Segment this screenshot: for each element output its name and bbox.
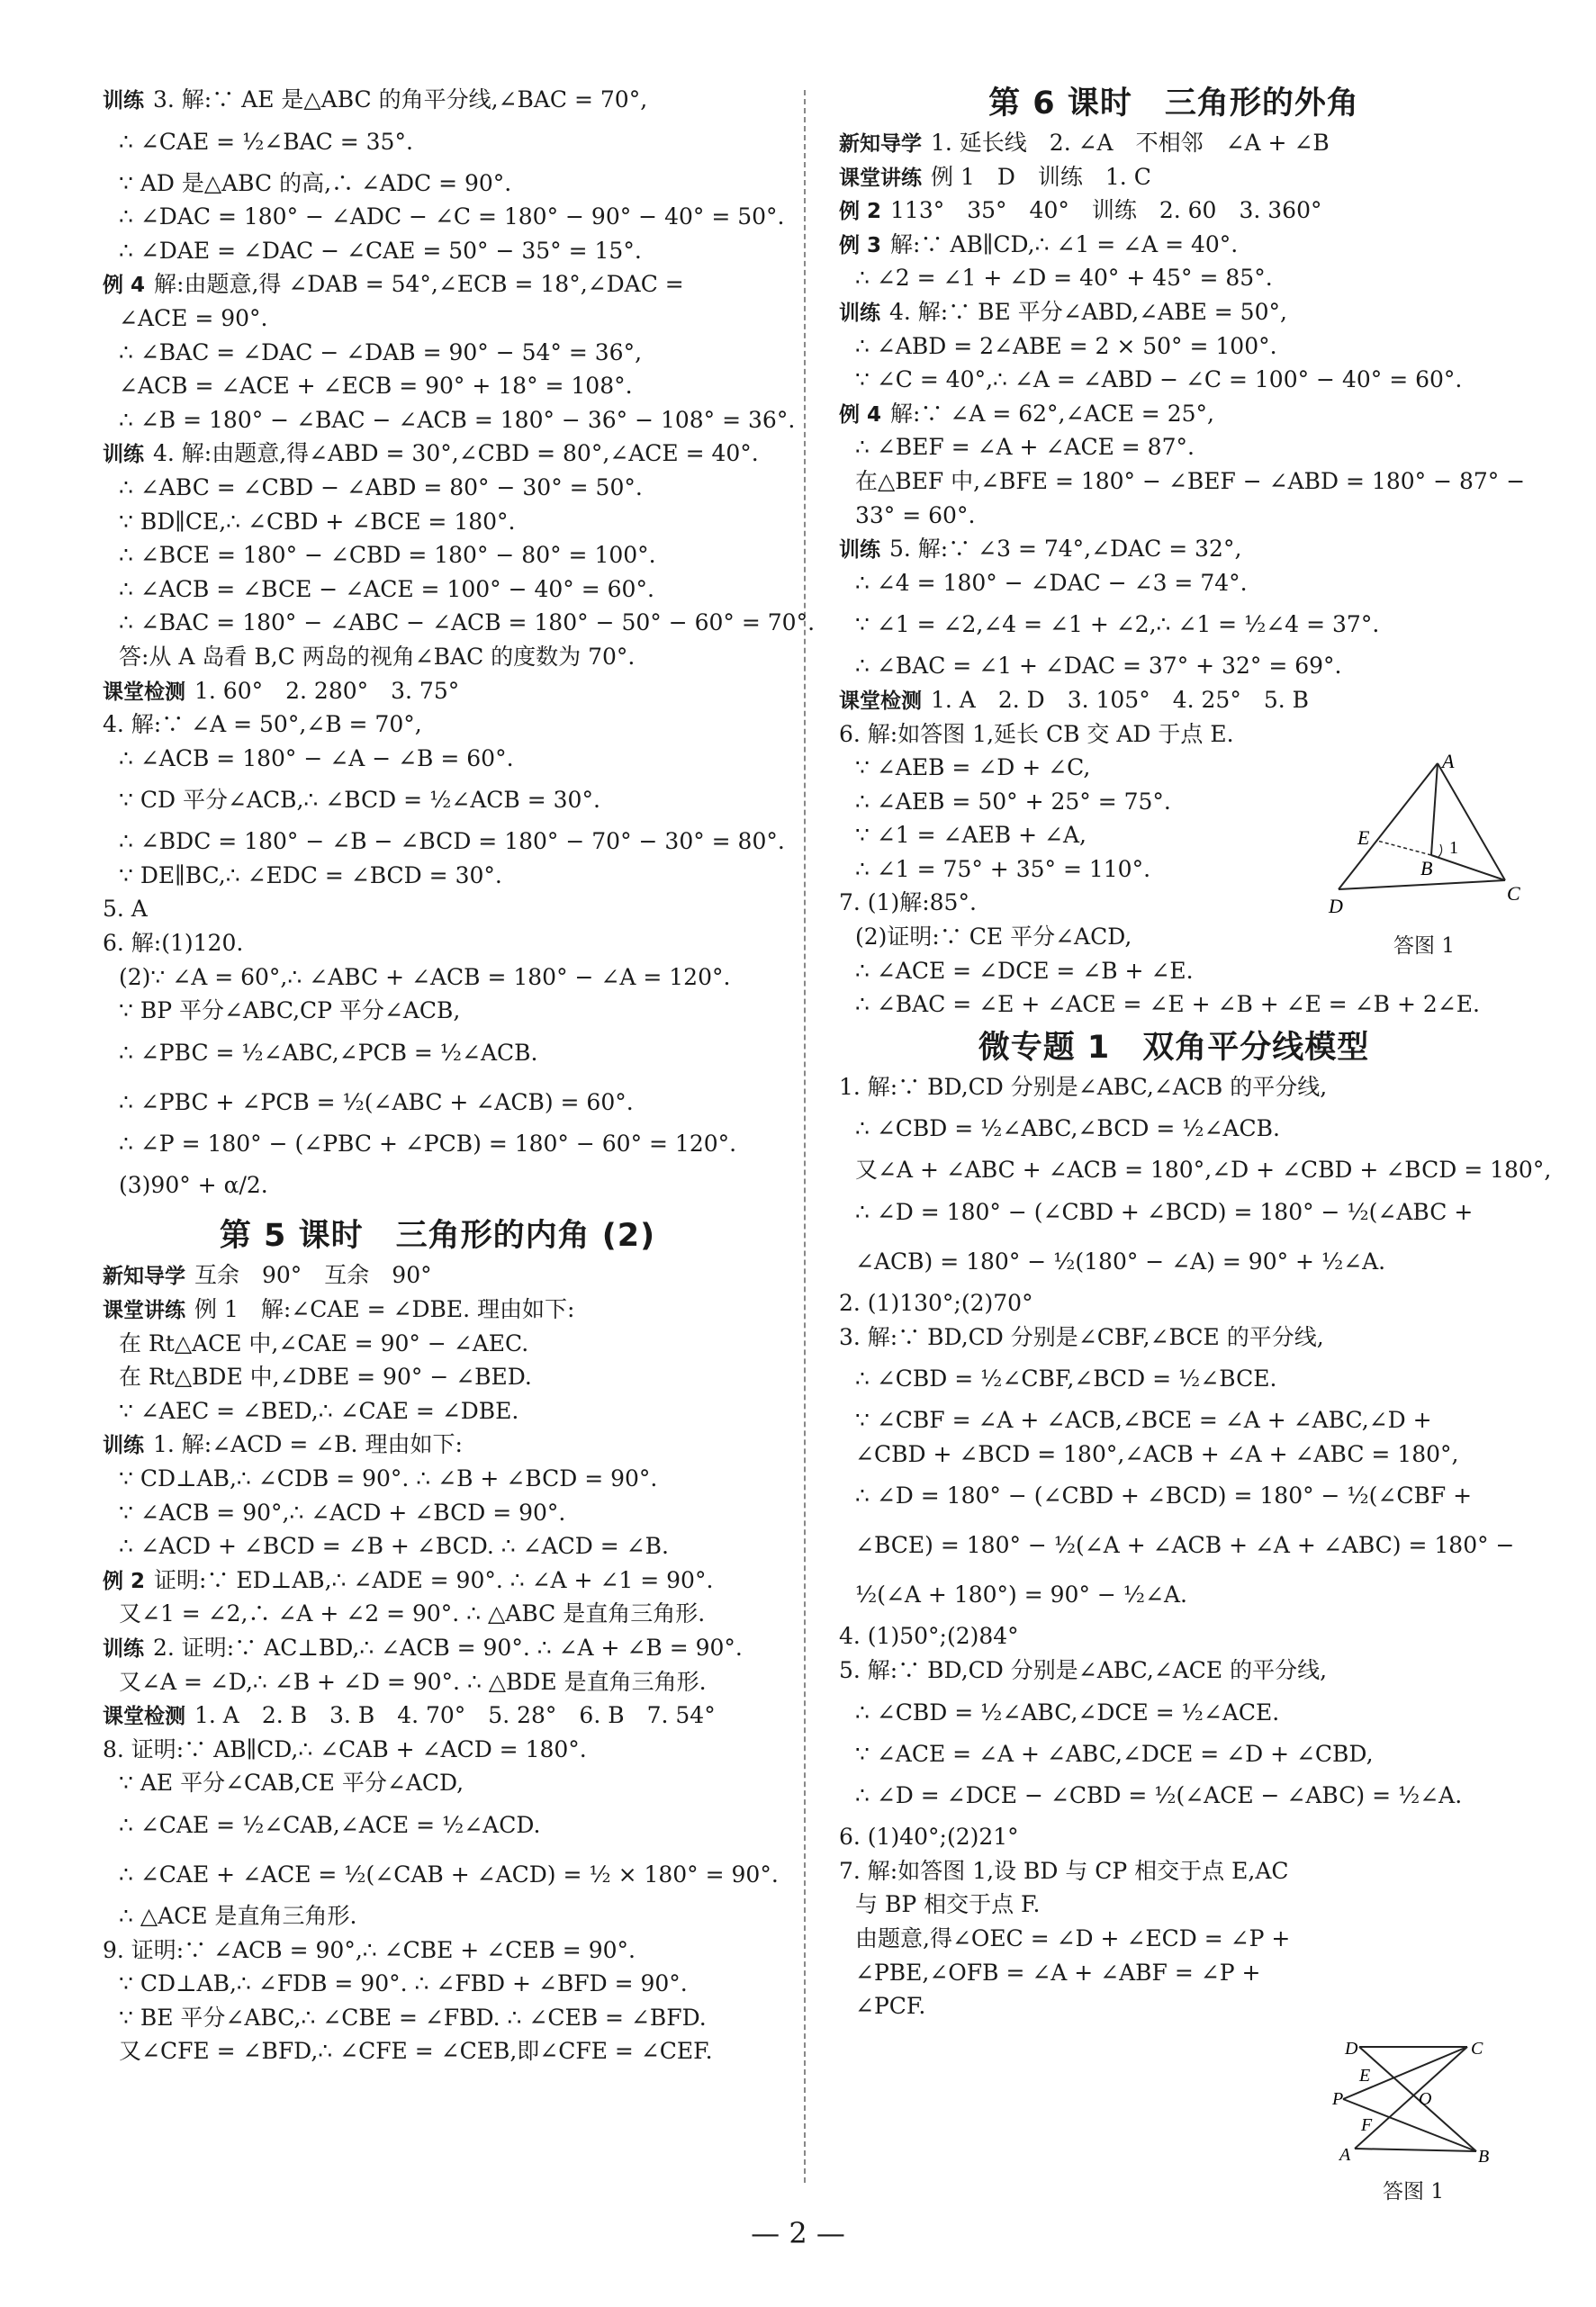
fig1-label-A: A bbox=[1442, 754, 1455, 772]
text-line bbox=[95, 2001, 780, 2035]
text-line bbox=[95, 859, 780, 893]
line-text: ∴ ∠BDC = 180° − ∠B − ∠BCD = 180° − 70° − 30° = 80°. bbox=[119, 828, 785, 855]
text-line bbox=[95, 960, 780, 995]
line-text: 1. 60° 2. 280° 3. 75° bbox=[194, 677, 460, 704]
text-line bbox=[95, 1850, 780, 1899]
section-label: 训练 bbox=[103, 89, 144, 113]
text-line bbox=[95, 1631, 780, 1665]
left-column bbox=[95, 83, 816, 2068]
line-text: ∠PBE,∠OFB = ∠A + ∠ABF = ∠P + bbox=[855, 1959, 1261, 1986]
text-line bbox=[832, 1854, 1516, 1888]
section-label: 新知导学 bbox=[839, 132, 922, 156]
line-text: 1. 解:∠ACD = ∠B. 理由如下: bbox=[153, 1431, 463, 1458]
text-line bbox=[832, 1888, 1516, 1922]
text-line bbox=[95, 369, 780, 403]
section-label: 训练 bbox=[839, 538, 880, 563]
text-line bbox=[95, 1597, 780, 1631]
line-text: ∵ ∠1 = ∠2,∠4 = ∠1 + ∠2,∴ ∠1 = ½∠4 = 37°. bbox=[855, 611, 1380, 638]
text-line bbox=[95, 825, 785, 859]
text-line bbox=[95, 775, 780, 825]
line-text: 1. 解:∵ BD,CD 分别是∠ABC,∠ACB 的平分线, bbox=[839, 1073, 1328, 1100]
text-line bbox=[95, 1462, 780, 1496]
text-line bbox=[832, 160, 1516, 194]
text-line bbox=[832, 599, 1516, 649]
text-line bbox=[95, 471, 780, 505]
text-line bbox=[832, 1104, 1516, 1153]
text-line bbox=[95, 538, 780, 572]
text-line bbox=[95, 1967, 780, 2001]
text-line bbox=[95, 302, 780, 336]
triangle-figure-svg bbox=[1325, 754, 1523, 925]
text-line bbox=[832, 1354, 1516, 1403]
text-line bbox=[832, 464, 1526, 499]
text-line bbox=[95, 1699, 780, 1733]
text-line bbox=[95, 234, 780, 268]
text-line bbox=[832, 430, 1516, 464]
line-text: 6. (1)40°;(2)21° bbox=[839, 1824, 1019, 1851]
line-text: 解:∵ AB∥CD,∴ ∠1 = ∠A = 40°. bbox=[890, 230, 1239, 257]
line-text: 4. 解:∵ ∠A = 50°,∠B = 70°, bbox=[103, 711, 422, 738]
fig1-label-1: 1 bbox=[1449, 838, 1458, 858]
section-label: 例 2 bbox=[839, 200, 882, 224]
line-text: ∠PCF. bbox=[855, 1993, 926, 2020]
micro-topic-heading: 微专题 1 双角平分线模型 bbox=[978, 1029, 1370, 1066]
text-line bbox=[95, 1428, 780, 1462]
figure-1-caption: 答图 1 bbox=[1393, 934, 1455, 958]
section-label: 新知导学 bbox=[103, 1265, 185, 1289]
line-text: ∴ ∠PBC + ∠PCB = ½(∠ABC + ∠ACB) = 60°. bbox=[119, 1088, 634, 1115]
line-text: ∴ ∠ACE = ∠DCE = ∠B + ∠E. bbox=[855, 957, 1194, 984]
line-text: 6. 解:如答图 1,延长 CB 交 AD 于点 E. bbox=[839, 720, 1234, 747]
text-line bbox=[95, 1933, 780, 1968]
text-line bbox=[832, 532, 1516, 566]
line-text: 解:∵ ∠A = 62°,∠ACE = 25°, bbox=[890, 400, 1214, 427]
line-text: 证明:∵ ED⊥AB,∴ ∠ADE = 90°. ∴ ∠A + ∠1 = 90°. bbox=[154, 1566, 714, 1593]
line-text: ∵ ∠AEC = ∠BED,∴ ∠CAE = ∠DBE. bbox=[119, 1397, 519, 1424]
line-text: ∵ CD⊥AB,∴ ∠CDB = 90°. ∴ ∠B + ∠BCD = 90°. bbox=[119, 1465, 658, 1491]
answer-figure-2-crossed bbox=[1332, 2036, 1494, 2203]
text-line bbox=[832, 683, 1516, 717]
text-line bbox=[95, 1127, 780, 1161]
text-line bbox=[832, 1187, 1516, 1237]
text-line bbox=[832, 566, 1516, 600]
line-text: ∠ACE = 90°. bbox=[119, 304, 268, 331]
line-text: 解:由题意,得 ∠DAB = 54°,∠ECB = 18°,∠DAC = bbox=[154, 271, 684, 298]
line-text: 与 BP 相交于点 F. bbox=[855, 1891, 1041, 1918]
line-text: 3. 解:∵ BD,CD 分别是∠CBF,∠BCE 的平分线, bbox=[839, 1323, 1324, 1350]
text-line bbox=[95, 200, 785, 234]
line-text: ∴ ∠DAC = 180° − ∠ADC − ∠C = 180° − 90° − 40° = 50°. bbox=[119, 203, 785, 230]
line-text: ∴ ∠ABD = 2∠ABE = 2 × 50° = 100°. bbox=[855, 332, 1277, 359]
text-line bbox=[95, 742, 780, 776]
line-text: 2. (1)130°;(2)70° bbox=[839, 1290, 1033, 1317]
text-line bbox=[95, 1800, 780, 1850]
section-label: 例 2 bbox=[103, 1569, 146, 1593]
line-text: 互余 90° 互余 90° bbox=[194, 1262, 432, 1289]
text-line bbox=[95, 1564, 780, 1598]
text-line bbox=[832, 1956, 1516, 1990]
line-text: 4. 解:由题意,得∠ABD = 30°,∠CBD = 80°,∠ACE = 40°. bbox=[153, 440, 759, 467]
line-text: 6. 解:(1)120. bbox=[103, 930, 244, 957]
line-text: ½(∠A + 180°) = 90° − ½∠A. bbox=[855, 1582, 1187, 1609]
lesson-6-heading: 第 6 课时 三角形的外角 bbox=[988, 86, 1359, 122]
line-text: ∴ ∠BAC = ∠DAC − ∠DAB = 90° − 54° = 36°, bbox=[119, 338, 643, 365]
section-label: 课堂检测 bbox=[103, 1705, 185, 1729]
line-text: ∴ ∠ACB = ∠BCE − ∠ACE = 100° − 40° = 60°. bbox=[119, 575, 654, 602]
text-line bbox=[832, 1688, 1516, 1737]
text-line bbox=[95, 505, 780, 539]
line-text: 又∠A + ∠ABC + ∠ACB = 180°,∠D + ∠CBD + ∠BCD = 180°, bbox=[855, 1157, 1552, 1184]
fig2-label-F: F bbox=[1361, 2115, 1373, 2135]
line-text: ∴ ∠DAE = ∠DAC − ∠CAE = 50° − 35° = 15°. bbox=[119, 237, 642, 264]
text-line bbox=[95, 403, 796, 437]
line-text: 又∠CFE = ∠BFD,∴ ∠CFE = ∠CEB,即∠CFE = ∠CEF. bbox=[119, 2038, 713, 2065]
section-label: 例 3 bbox=[839, 233, 882, 257]
section-label: 课堂讲练 bbox=[103, 1299, 185, 1323]
line-text: ∵ AD 是△ABC 的高,∴ ∠ADC = 90°. bbox=[119, 169, 512, 196]
line-text: ∴ ∠AEB = 50° + 25° = 75°. bbox=[855, 788, 1171, 815]
line-text: ∵ ∠AEB = ∠D + ∠C, bbox=[855, 754, 1091, 781]
text-line bbox=[832, 1237, 1516, 1286]
text-line bbox=[832, 1619, 1516, 1654]
fig2-label-C: C bbox=[1471, 2039, 1483, 2059]
line-text: ∴ ∠1 = 75° + 35° = 110°. bbox=[855, 855, 1151, 882]
text-line bbox=[95, 1496, 780, 1530]
page-number: — 2 — bbox=[751, 2216, 845, 2250]
line-text: 1. A 2. B 3. B 4. 70° 5. 28° 6. B 7. 54° bbox=[194, 1702, 716, 1729]
line-text: 9. 证明:∵ ∠ACB = 90°,∴ ∠CBE + ∠CEB = 90°. bbox=[103, 1936, 636, 1963]
section-label: 训练 bbox=[103, 443, 144, 467]
line-text: 又∠A = ∠D,∴ ∠B + ∠D = 90°. ∴ △BDE 是直角三角形. bbox=[119, 1668, 707, 1695]
text-line bbox=[95, 640, 780, 674]
line-text: 又∠1 = ∠2,∴ ∠A + ∠2 = 90°. ∴ △ABC 是直角三角形. bbox=[119, 1600, 706, 1627]
line-text: ∴ ∠4 = 180° − ∠DAC − ∠3 = 74°. bbox=[855, 569, 1248, 596]
line-text: ∵ BE 平分∠ABC,∴ ∠CBE = ∠FBD. ∴ ∠CEB = ∠BFD. bbox=[119, 2004, 707, 2031]
text-line bbox=[832, 954, 1516, 988]
line-text: 在 Rt△BDE 中,∠DBE = 90° − ∠BED. bbox=[119, 1364, 532, 1391]
line-text: ∴ ∠BAC = ∠E + ∠ACE = ∠E + ∠B + ∠E = ∠B + 2∠E. bbox=[855, 991, 1480, 1018]
line-text: 5. A bbox=[103, 896, 148, 923]
text-line bbox=[832, 499, 1516, 533]
section-label: 训练 bbox=[103, 1434, 144, 1458]
text-line bbox=[832, 1070, 1516, 1104]
text-line bbox=[832, 1922, 1516, 1956]
text-line bbox=[95, 674, 780, 708]
line-text: ∵ BD∥CE,∴ ∠CBD + ∠BCE = 180°. bbox=[119, 508, 516, 535]
fig2-label-O: O bbox=[1419, 2089, 1432, 2109]
text-line bbox=[95, 892, 780, 926]
text-line bbox=[832, 363, 1516, 397]
text-line bbox=[95, 572, 780, 607]
fig2-label-E: E bbox=[1359, 2066, 1371, 2086]
text-line bbox=[95, 1665, 780, 1699]
fig1-label-B: B bbox=[1420, 857, 1433, 879]
line-text: 答:从 A 岛看 B,C 两岛的视角∠BAC 的度数为 70°. bbox=[119, 643, 636, 670]
text-line bbox=[95, 117, 780, 167]
line-text: ∠ACB) = 180° − ½(180° − ∠A) = 90° + ½∠A. bbox=[855, 1248, 1386, 1275]
line-text: 1. 延长线 2. ∠A 不相邻 ∠A + ∠B bbox=[931, 130, 1330, 156]
line-text: 2. 证明:∵ AC⊥BD,∴ ∠ACB = 90°. ∴ ∠A + ∠B = 90°. bbox=[153, 1634, 743, 1661]
line-text: ∴ ∠BEF = ∠A + ∠ACE = 87°. bbox=[855, 434, 1195, 461]
text-line bbox=[832, 1771, 1516, 1820]
text-line bbox=[832, 194, 1516, 228]
text-line bbox=[832, 261, 1516, 295]
line-text: ∵ ∠ACE = ∠A + ∠ABC,∠DCE = ∠D + ∠CBD, bbox=[855, 1740, 1374, 1767]
text-line bbox=[95, 1360, 780, 1394]
text-line bbox=[95, 1077, 780, 1127]
answer-figure-1-triangle bbox=[1325, 754, 1523, 957]
line-text: ∴ ∠BAC = 180° − ∠ABC − ∠ACB = 180° − 50° − 60° = 70°. bbox=[119, 609, 816, 636]
lesson-5-heading: 第 5 课时 三角形的内角 (2) bbox=[219, 1218, 656, 1255]
line-text: ∴ ∠CAE = ½∠CAB,∠ACE = ½∠ACD. bbox=[119, 1811, 541, 1838]
text-line bbox=[832, 126, 1516, 160]
right-column bbox=[832, 83, 1552, 2023]
fig1-label-C: C bbox=[1507, 882, 1520, 905]
line-text: ∠ACB = ∠ACE + ∠ECB = 90° + 18° = 108°. bbox=[119, 373, 633, 400]
line-text: ∠BCE) = 180° − ½(∠A + ∠ACB + ∠A + ∠ABC) = 180° − bbox=[855, 1532, 1515, 1559]
left-lines-block bbox=[95, 83, 816, 1210]
line-text: ∵ CD 平分∠ACB,∴ ∠BCD = ½∠ACB = 30°. bbox=[119, 787, 600, 814]
line-text: ∴ ∠CAE = ½∠BAC = 35°. bbox=[119, 128, 413, 155]
line-text: 例 1 解:∠CAE = ∠DBE. 理由如下: bbox=[194, 1296, 575, 1323]
section-label: 训练 bbox=[839, 301, 880, 325]
crossed-figure-svg bbox=[1332, 2036, 1494, 2171]
text-line bbox=[95, 1327, 780, 1361]
line-text: ∴ ∠BAC = ∠1 + ∠DAC = 37° + 32° = 69°. bbox=[855, 653, 1342, 680]
line-text: ∴ ∠P = 180° − (∠PBC + ∠PCB) = 180° − 60° = 120°. bbox=[119, 1130, 737, 1157]
line-text: 1. A 2. D 3. 105° 4. 25° 5. B bbox=[931, 686, 1309, 713]
text-line bbox=[832, 1570, 1516, 1619]
line-text: 例 1 D 训练 1. C bbox=[931, 163, 1151, 190]
text-line bbox=[832, 1737, 1516, 1771]
section-label: 课堂检测 bbox=[839, 689, 922, 713]
line-text: ∵ ∠ACB = 90°,∴ ∠ACD + ∠BCD = 90°. bbox=[119, 1499, 566, 1526]
section-label: 例 4 bbox=[839, 402, 882, 427]
text-line bbox=[832, 1654, 1516, 1688]
fig1-label-D: D bbox=[1329, 895, 1343, 917]
fig2-label-P: P bbox=[1332, 2089, 1344, 2109]
fig1-label-E: E bbox=[1357, 826, 1370, 849]
text-line bbox=[95, 994, 780, 1028]
section-label: 课堂检测 bbox=[103, 680, 185, 704]
text-line bbox=[95, 336, 780, 370]
section-label: 课堂讲练 bbox=[839, 166, 922, 190]
line-text: ∵ ∠CBF = ∠A + ∠ACB,∠BCE = ∠A + ∠ABC,∠D + bbox=[855, 1407, 1432, 1434]
line-text: 4. 解:∵ BE 平分∠ABD,∠ABE = 50°, bbox=[889, 298, 1287, 325]
line-text: ∴ ∠B = 180° − ∠BAC − ∠ACB = 180° − 36° − 108° = 36°. bbox=[119, 406, 796, 433]
line-text: 8. 证明:∵ AB∥CD,∴ ∠CAB + ∠ACD = 180°. bbox=[103, 1735, 587, 1762]
line-text: 5. 解:∵ BD,CD 分别是∠ABC,∠ACE 的平分线, bbox=[839, 1657, 1328, 1683]
text-line bbox=[95, 267, 780, 302]
text-line bbox=[95, 606, 816, 640]
text-line bbox=[832, 1286, 1516, 1320]
text-line bbox=[95, 1160, 780, 1210]
text-line bbox=[832, 1471, 1516, 1520]
text-line bbox=[832, 1520, 1516, 1570]
line-text: ∵ AE 平分∠CAB,CE 平分∠ACD, bbox=[119, 1770, 464, 1797]
text-line bbox=[832, 228, 1516, 262]
line-text: ∵ CD⊥AB,∴ ∠FDB = 90°. ∴ ∠FBD + ∠BFD = 90°. bbox=[119, 1970, 688, 1997]
text-line bbox=[832, 649, 1516, 683]
fig2-label-B: B bbox=[1478, 2147, 1490, 2167]
text-line bbox=[832, 329, 1516, 364]
text-line bbox=[95, 167, 780, 201]
line-text: ∵ DE∥BC,∴ ∠EDC = ∠BCD = 30°. bbox=[119, 861, 502, 888]
line-text: 由题意,得∠OEC = ∠D + ∠ECD = ∠P + bbox=[855, 1924, 1291, 1951]
text-line bbox=[95, 437, 780, 471]
line-text: ∴ ∠CBD = ½∠ABC,∠BCD = ½∠ACB. bbox=[855, 1115, 1280, 1142]
text-line bbox=[95, 1293, 780, 1327]
line-text: 113° 35° 40° 训练 2. 60 3. 360° bbox=[890, 197, 1322, 224]
line-text: ∴ ∠D = 180° − (∠CBD + ∠BCD) = 180° − ½(∠ABC + bbox=[855, 1199, 1474, 1226]
line-text: ∴ ∠CBD = ½∠ABC,∠DCE = ½∠ACE. bbox=[855, 1699, 1280, 1726]
text-line bbox=[832, 397, 1516, 431]
text-line bbox=[95, 1028, 780, 1077]
text-line bbox=[95, 1258, 780, 1293]
text-line bbox=[832, 295, 1516, 329]
line-text: (2)∵ ∠A = 60°,∴ ∠ABC + ∠ACB = 180° − ∠A = 120°. bbox=[119, 963, 731, 990]
line-text: ∵ ∠C = 40°,∴ ∠A = ∠ABD − ∠C = 100° − 40° = 60°. bbox=[855, 366, 1463, 393]
text-line bbox=[832, 1403, 1516, 1437]
text-line bbox=[832, 987, 1516, 1022]
figure-2-caption: 答图 1 bbox=[1383, 2180, 1444, 2203]
line-text: 在 Rt△ACE 中,∠CAE = 90° − ∠AEC. bbox=[119, 1329, 529, 1356]
text-line bbox=[832, 1153, 1552, 1187]
line-text: ∴ ∠BCE = 180° − ∠CBD = 180° − 80° = 100°. bbox=[119, 542, 656, 569]
line-text: 4. (1)50°;(2)84° bbox=[839, 1623, 1019, 1650]
text-line bbox=[95, 1733, 780, 1767]
line-text: ∴ ∠ACB = 180° − ∠A − ∠B = 60°. bbox=[119, 744, 514, 771]
column-divider bbox=[804, 90, 806, 2183]
line-text: 7. (1)解:85°. bbox=[839, 889, 977, 916]
line-text: ∠CBD + ∠BCD = 180°,∠ACB + ∠A + ∠ABC = 180°, bbox=[855, 1440, 1459, 1467]
line-text: ∴ ∠ACD + ∠BCD = ∠B + ∠BCD. ∴ ∠ACD = ∠B. bbox=[119, 1533, 669, 1560]
text-line bbox=[95, 926, 780, 960]
line-text: 33° = 60°. bbox=[855, 501, 976, 528]
text-line bbox=[95, 2034, 780, 2068]
fig2-label-A: A bbox=[1339, 2145, 1351, 2165]
text-line bbox=[95, 1394, 780, 1428]
line-text: ∴ ∠D = 180° − (∠CBD + ∠BCD) = 180° − ½(∠CBF + bbox=[855, 1482, 1473, 1509]
line-text: 在△BEF 中,∠BFE = 180° − ∠BEF − ∠ABD = 180° − 87° − bbox=[855, 467, 1526, 494]
fig2-label-D: D bbox=[1345, 2039, 1358, 2059]
text-line bbox=[832, 1989, 1516, 2023]
line-text: (2)证明:∵ CE 平分∠ACD, bbox=[855, 924, 1132, 951]
right-lines-after-block bbox=[832, 1070, 1552, 2023]
line-text: ∵ ∠1 = ∠AEB + ∠A, bbox=[855, 822, 1087, 849]
line-text: 5. 解:∵ ∠3 = 74°,∠DAC = 32°, bbox=[889, 536, 1242, 563]
text-line bbox=[832, 1820, 1516, 1854]
text-line bbox=[832, 1320, 1516, 1355]
line-text: ∴ ∠D = ∠DCE − ∠CBD = ½(∠ACE − ∠ABC) = ½∠A. bbox=[855, 1782, 1463, 1809]
section-label: 例 4 bbox=[103, 274, 146, 298]
text-line bbox=[832, 1437, 1516, 1472]
line-text: 7. 解:如答图 1,设 BD 与 CP 相交于点 E,AC bbox=[839, 1857, 1289, 1884]
line-text: ∴ ∠ABC = ∠CBD − ∠ABD = 80° − 30° = 50°. bbox=[119, 473, 643, 500]
line-text: ∴ ∠2 = ∠1 + ∠D = 40° + 45° = 85°. bbox=[855, 265, 1273, 292]
text-line bbox=[95, 83, 780, 117]
line-text: (3)90° + α/2. bbox=[119, 1172, 268, 1199]
text-line bbox=[95, 1766, 780, 1800]
text-line bbox=[95, 1529, 780, 1564]
line-text: ∴ ∠CAE + ∠ACE = ½(∠CAB + ∠ACD) = ½ × 180° = 90°. bbox=[119, 1861, 779, 1888]
line-text: ∵ BP 平分∠ABC,CP 平分∠ACB, bbox=[119, 997, 461, 1024]
left-lines-after-block bbox=[95, 1258, 780, 2068]
text-line bbox=[95, 1899, 780, 1933]
text-line bbox=[832, 717, 1516, 752]
line-text: ∴ ∠PBC = ½∠ABC,∠PCB = ½∠ACB. bbox=[119, 1039, 538, 1066]
line-text: ∴ △ACE 是直角三角形. bbox=[119, 1902, 357, 1929]
line-text: 3. 解:∵ AE 是△ABC 的角平分线,∠BAC = 70°, bbox=[153, 86, 648, 113]
line-text: ∴ ∠CBD = ½∠CBF,∠BCD = ½∠BCE. bbox=[855, 1365, 1277, 1392]
text-line bbox=[95, 707, 780, 742]
section-label: 训练 bbox=[103, 1636, 144, 1661]
